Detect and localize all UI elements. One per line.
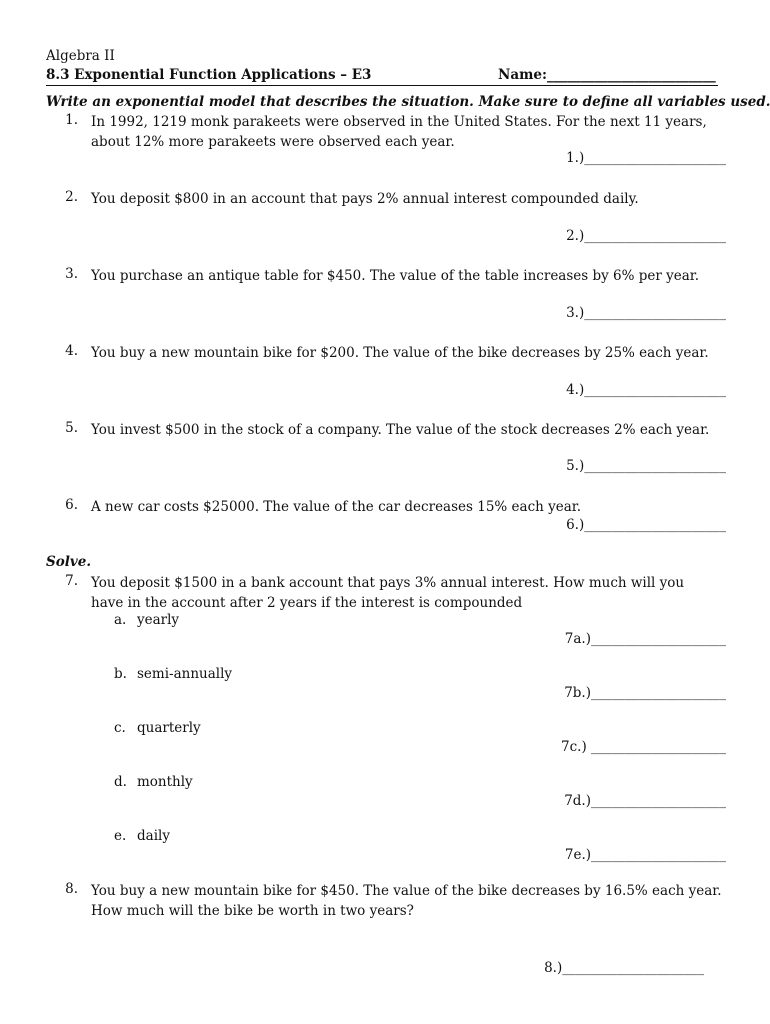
problem-number: 5. [65, 420, 78, 436]
answer-blank-7e: 7e.)____________________ [564, 847, 726, 863]
answer-blank-1: 1.)_____________________ [566, 150, 726, 166]
problem-number: 8. [65, 881, 78, 897]
answer-blank-7a: 7a.)____________________ [564, 631, 726, 647]
problem-text: You invest $500 in the stock of a company. The value of the stock decreases 2% each year. [91, 422, 710, 438]
name-field: Name:_________________________ [498, 67, 716, 83]
worksheet-title: 8.3 Exponential Function Applications – E3 [46, 67, 372, 83]
answer-blank-3: 3.)_____________________ [566, 305, 726, 321]
answer-blank-7b: 7b.)____________________ [564, 685, 726, 701]
answer-blank-7c: 7c.) ____________________ [561, 739, 726, 755]
part-letter: c. [114, 720, 126, 736]
part-letter: d. [114, 774, 127, 790]
part-letter: a. [114, 612, 127, 628]
section2-heading: Solve. [46, 554, 92, 570]
problem-text: You purchase an antique table for $450. The value of the table increases by 6% per year. [91, 268, 700, 284]
problem-text: You deposit $1500 in a bank account that pays 3% annual interest. How much will you have in the account after 2 years if the interest is compounded [91, 575, 685, 611]
problem-number: 6. [65, 497, 78, 513]
answer-blank-4: 4.)_____________________ [566, 382, 726, 398]
course-name: Algebra II [46, 48, 115, 64]
title-underline [46, 85, 718, 86]
section1-instruction: Write an exponential model that describes the situation. Make sure to define all variables used. [46, 94, 770, 110]
part-text: yearly [137, 612, 180, 628]
problem-text: You buy a new mountain bike for $200. The value of the bike decreases by 25% each year. [91, 345, 709, 361]
problem-text: You buy a new mountain bike for $450. The value of the bike decreases by 16.5% each year. How much will the bike be worth in two years? [91, 883, 722, 919]
problem-number: 3. [65, 266, 78, 282]
part-text: quarterly [137, 720, 201, 736]
answer-blank-7d: 7d.)____________________ [564, 793, 726, 809]
answer-blank-6: 6.)_____________________ [566, 517, 726, 533]
part-text: daily [137, 828, 170, 844]
answer-blank-2: 2.)_____________________ [566, 228, 726, 244]
answer-blank-8: 8.)_____________________ [544, 960, 704, 976]
problem-text: You deposit $800 in an account that pays 2% annual interest compounded daily. [91, 191, 639, 207]
problem-number: 1. [65, 112, 78, 128]
problem-text: In 1992, 1219 monk parakeets were observed in the United States. For the next 11 years, about 12% more parakeets were observed each year. [91, 114, 707, 150]
problem-text: A new car costs $25000. The value of the car decreases 15% each year. [91, 499, 582, 515]
part-letter: e. [114, 828, 127, 844]
part-text: monthly [137, 774, 193, 790]
part-letter: b. [114, 666, 127, 682]
part-text: semi-annually [137, 666, 233, 682]
answer-blank-5: 5.)_____________________ [566, 458, 726, 474]
problem-number: 4. [65, 343, 78, 359]
problem-number: 7. [65, 573, 78, 589]
problem-number: 2. [65, 189, 78, 205]
